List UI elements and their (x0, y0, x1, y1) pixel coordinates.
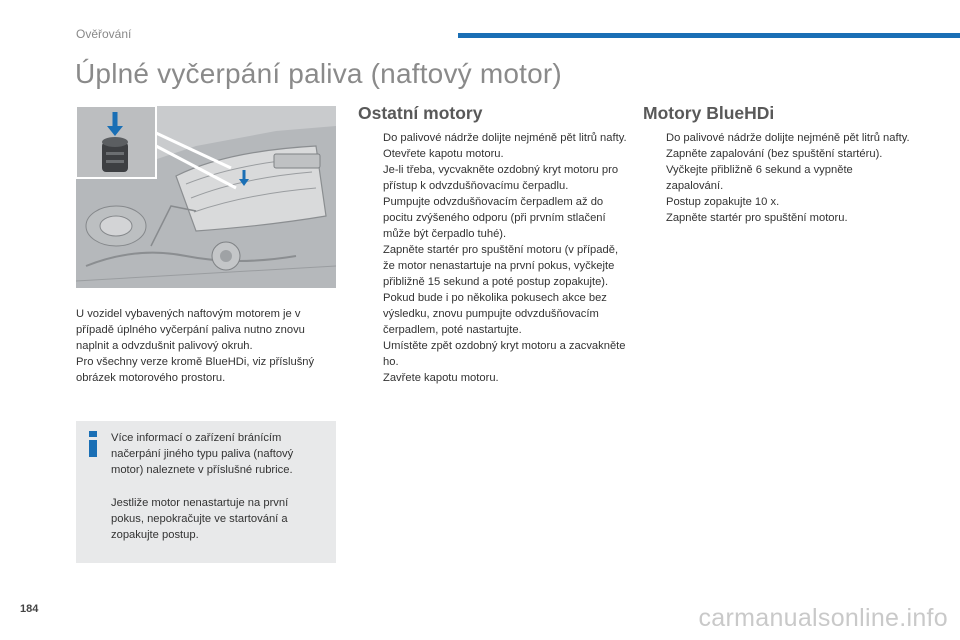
step-text: Umístěte zpět ozdobný kryt motoru a zacvakněte ho. (383, 340, 626, 368)
step-text: Vyčkejte přibližně 6 sekund a vypněte zapalování. (666, 164, 853, 192)
heading-other-engines: Ostatní motory (358, 103, 483, 123)
info-text (111, 430, 321, 560)
intro-paragraph: Pro všechny verze kromě BlueHDi, viz příslušný obrázek motorového prostoru. (76, 356, 315, 384)
steps-other-engines (360, 130, 632, 386)
list-item (643, 162, 913, 194)
list-item (643, 130, 913, 146)
step-text: Zavřete kapotu motoru. (383, 372, 499, 384)
step-text: Pumpujte odvzdušňovacím čerpadlem až do pocitu zvýšeného odporu (při prvním stlačení může být čerpadlo tuhé). (383, 196, 606, 240)
list-item (360, 290, 632, 338)
list-item (643, 146, 913, 162)
page-title: Úplné vyčerpání paliva (naftový motor) (75, 58, 562, 89)
list-item (360, 130, 632, 146)
heading-bluehdi: Motory BlueHDi (643, 103, 775, 123)
engine-compartment-illustration (76, 106, 336, 288)
list-item (360, 242, 632, 290)
step-text: Zapněte startér pro spuštění motoru (v případě, že motor nenastartuje na první pokus, vyčkejte přibližně 15 sekund a poté postup zopakujte). (383, 244, 619, 288)
step-text: Otevřete kapotu motoru. (383, 148, 504, 160)
list-item (643, 210, 913, 226)
step-text: Do palivové nádrže dolijte nejméně pět litrů nafty. (383, 132, 627, 144)
step-text: Zapněte zapalování (bez spuštění startéru). (666, 148, 883, 160)
section-label: Ověřování (76, 27, 132, 41)
step-text: Pokud bude i po několika pokusech akce bez výsledku, znovu pumpujte odvzdušňovacím čerpadlem, poté nastartujte. (383, 292, 607, 336)
intro-text (76, 306, 338, 386)
intro-paragraph: U vozidel vybavených naftovým motorem je v případě úplného vyčerpání paliva nutno znovu naplnit a odvzdušnit palivový okruh. (76, 308, 305, 352)
step-text: Zapněte startér pro spuštění motoru. (666, 212, 848, 224)
list-item (360, 338, 632, 370)
step-text: Postup zopakujte 10 x. (666, 196, 780, 208)
list-item (360, 146, 632, 162)
info-icon (86, 431, 100, 457)
list-item (360, 370, 632, 386)
step-text: Do palivové nádrže dolijte nejméně pět litrů nafty. (666, 132, 910, 144)
list-item (360, 194, 632, 242)
list-item (643, 194, 913, 210)
info-paragraph: Více informací o zařízení bránícím načerpání jiného typu paliva (naftový motor) naleznete v příslušné rubrice. (111, 432, 294, 476)
info-paragraph: Jestliže motor nenastartuje na první pokus, nepokračujte ve startování a zopakujte postup. (111, 497, 289, 541)
list-item (360, 162, 632, 194)
step-text: Je-li třeba, vycvakněte ozdobný kryt motoru pro přístup k odvzdušňovacímu čerpadlu. (383, 164, 619, 192)
info-box (76, 421, 336, 563)
page-number: 184 (20, 603, 39, 615)
header-bar (458, 33, 960, 38)
watermark: carmanualsonline.info (698, 604, 948, 632)
steps-bluehdi (643, 130, 913, 226)
